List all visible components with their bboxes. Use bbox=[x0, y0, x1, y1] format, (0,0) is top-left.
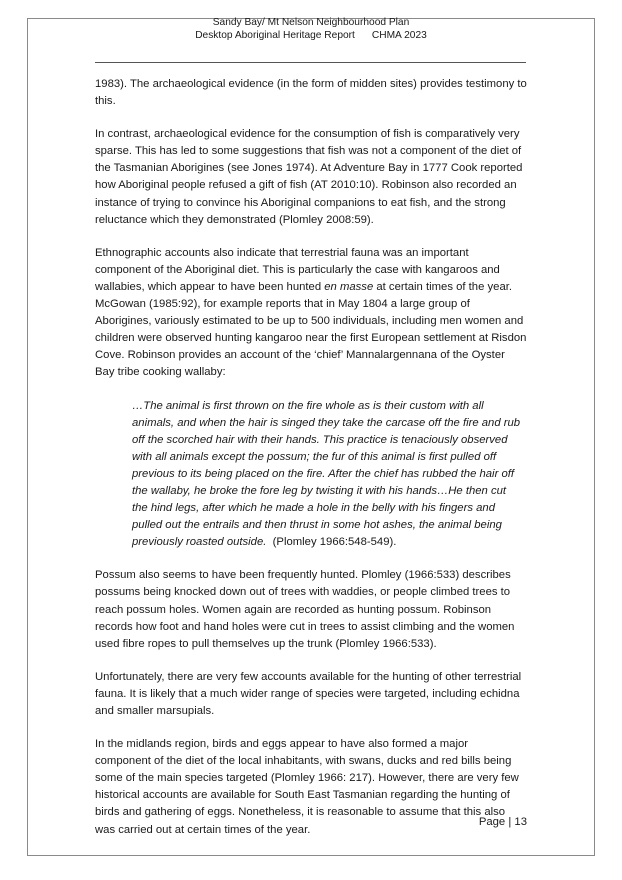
document-body bbox=[95, 76, 527, 855]
header-divider bbox=[95, 62, 526, 63]
paragraph-fish: In contrast, archaeological evidence for the consumption of fish is comparatively very sparse. This has led to some suggestions that fish was not a component of the diet of the Tasmanian Aborigines (see Jones 1974). At Adventure Bay in 1777 Cook reported how Aboriginal people refused a gift of fish (AT 2010:10). Robinson also recorded an instance of trying to convince his Aboriginal companions to eat fish, and the strong reluctance which they demonstrated (Plomley 2008:59). bbox=[95, 128, 523, 226]
paragraph-possum: Possum also seems to have been frequently hunted. Plomley (1966:533) describes possums being knocked down out of trees with waddies, or people climbed trees to reach possum holes. Women again are recorded as hunting possum. Robinson records how foot and hand holes were cut in trees to assist climbing and the women used fibre ropes to pull themselves up the trunk (Plomley 1966:533). bbox=[95, 569, 515, 650]
quote-citation: (Plomley 1966:548-549). bbox=[266, 536, 397, 549]
paragraph-birds-eggs: In the midlands region, birds and eggs appear to have also formed a major component of the diet of the local inhabitants, with swans, ducks and red bills being some of the main species targeted (Plomley 1966: 217). However, there are very few historical accounts are available for South East Tasmanian regarding the hunting of birds and gathering of eggs. Nonetheless, it is reasonable to assume that this also was carried out at certain times of the year. bbox=[95, 738, 519, 836]
paragraph-other-fauna: Unfortunately, there are very few accounts available for the hunting of other terrestrial fauna. It is likely that a much wider range of species were targeted, including echidna and smaller marsupials. bbox=[95, 670, 522, 717]
paragraph-text: Ethnographic accounts also indicate that terrestrial fauna was an important component of the Aboriginal diet. This is particularly the case with kangaroos and wallabies, which appear to have been hunted bbox=[95, 246, 500, 293]
header-title: Sandy Bay/ Mt Nelson Neighbourhood Plan bbox=[212, 17, 410, 28]
header-subtitle: Desktop Aboriginal Heritage Report CHMA 2023 bbox=[195, 29, 427, 41]
paragraph-midden: 1983). The archaeological evidence (in the form of midden sites) provides testimony to this. bbox=[95, 78, 527, 108]
block-quote bbox=[132, 398, 524, 552]
page-number: Page | 13 bbox=[478, 816, 527, 828]
paragraph-terrestrial-fauna bbox=[95, 245, 527, 382]
quote-text: …The animal is first thrown on the fire whole as is their custom with all animals, and when the hair is singed they take the carcase off the fire and rub off the scorched hair with their hands. This practice is tenaciously observed with all animals except the possum; the fur of this animal is first pulled off previous to its being placed on the fire. After the chief has rubbed the hair off the wallaby, he broke the fore leg by twisting it with his hands…He then cut the hind legs, after which he made a hole in the belly with his fingers and pulled out the entrails and then thrust in some hot ashes, the animal being previously roasted outside. bbox=[132, 399, 521, 549]
paragraph-text: at certain times of the year. McGowan (1985:92), for example reports that in May 1804 a large group of Aborigines, variously estimated to be up to 500 individuals, including men women and children were observed hunting kangaroo near the first European settlement at Risdon Cove. Robinson provides an account of the ‘chief’ Mannalargennana of the Oyster Bay tribe cooking wallaby: bbox=[95, 280, 527, 379]
page-header bbox=[0, 17, 622, 42]
italic-phrase: en masse bbox=[324, 280, 374, 293]
